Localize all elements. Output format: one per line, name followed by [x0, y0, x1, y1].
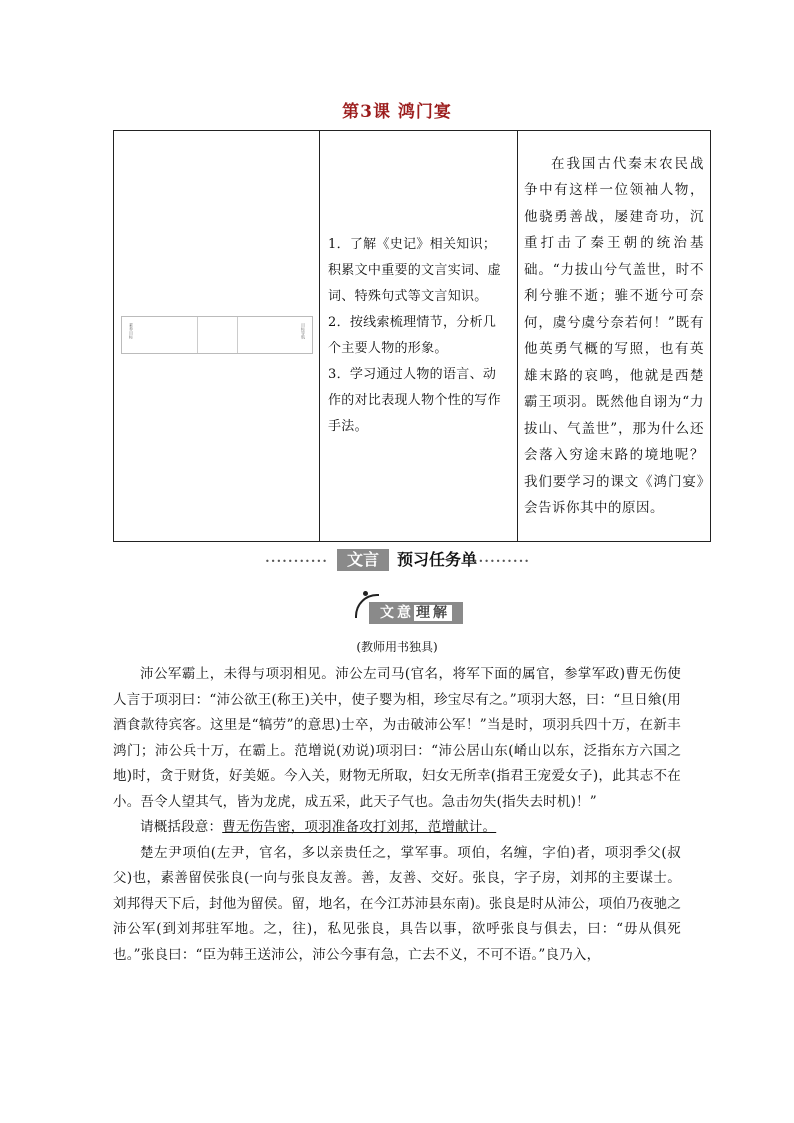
summary-answer: 曹无伤告密，项羽准备攻打刘邦，范增献计。	[222, 819, 497, 835]
badge-text-1: 文意	[380, 605, 414, 621]
intro-cell	[518, 131, 711, 542]
banner-tag: 文言	[337, 549, 389, 571]
section-banner	[265, 549, 530, 571]
paragraph-1: 沛公军霸上，未得与项羽相见。沛公左司马(官名，将军下面的属官，参掌军政)曹无伤使人言于项羽曰：“沛公欲王(称王)关中，使子婴为相，珍宝尽有之。”项羽大怒，曰：“旦日飨(用酒食款待宾客。这里是“犒劳”的意思)士卒，为击破沛公军！”当是时，项羽兵四十万，在新丰鸿门；沛公兵十万，在霸上。范增说(劝说)项羽曰：“沛公居山东(崤山以东，泛指东方六国之地)时，贪于财货，好美姬。今入关，财物无所取，妇女无所幸(指君王宠爱女子)，此其志不在小。吾令人望其气，皆为龙虎，成五采，此天子气也。急击勿失(指失去时机)！”	[113, 666, 681, 810]
text-body	[113, 662, 681, 968]
lesson-title: 第3课 鸿门宴	[342, 102, 452, 122]
thumbnail-cell	[114, 131, 320, 542]
badge-box	[369, 602, 463, 624]
goal-item: 3．学习通过人物的语言、动作的对比表现人物个性的写作手法。	[328, 367, 501, 434]
intro-paragraph: 在我国古代秦末农民战争中有这样一位领袖人物，他骁勇善战，屡建奇功，沉重打击了秦王朝的统治基础。“力拔山兮气盖世，时不利兮骓不逝；骓不逝兮可奈何，虞兮虞兮奈若何！”既有他英勇气概的写照，也有英雄末路的哀鸣，他就是西楚霸王项羽。既然他自诩为“力拔山、气盖世”，那为什么还会落入穷途末路的境地呢？我们要学习的课文《鸿门宴》会告诉你其中的原因。	[524, 155, 704, 516]
teacher-note: (教师用书独具)	[356, 640, 438, 654]
mini-divider	[197, 317, 198, 353]
banner-label: 预习任务单	[397, 550, 478, 569]
goal-item: 1．了解《史记》相关知识；积累文中重要的文言实词、虚词、特殊句式等文言知识。	[328, 237, 501, 304]
subsection-badge	[355, 594, 465, 628]
mini-table-thumbnail	[121, 316, 313, 354]
mini-right-text: 目标导航	[301, 323, 306, 339]
banner-dots-left: •••••••••••	[265, 557, 328, 566]
intro-table	[113, 130, 711, 542]
goal-item: 2．按线索梳理情节，分析几个主要人物的形象。	[328, 315, 497, 356]
badge-dot-icon	[363, 591, 368, 596]
summary-prompt: 请概括段意：	[140, 819, 223, 835]
banner-dots-right: •••••••••••	[467, 557, 530, 566]
badge-text-2: 理解	[416, 605, 450, 621]
summary-line	[113, 815, 681, 841]
paragraph-2: 楚左尹项伯(左尹，官名，多以亲贵任之，掌军事。项伯，名缠，字伯)者，项羽季父(叔父)也，素善留侯张良(一向与张良友善。善，友善、交好。张良，字子房，刘邦的主要谋士。刘邦得天下后，封他为留侯。留，地名，在今江苏沛县东南)。张良是时从沛公，项伯乃夜驰之沛公军(到刘邦驻军地。之，往)，私见张良，具告以事，欲呼张良与俱去，曰：“毋从俱死也。”张良曰：“臣为韩王送沛公，沛公今事有急，亡去不义，不可不语。”良乃入，	[113, 844, 681, 963]
mini-divider	[237, 317, 238, 353]
mini-left-text: 素养目标	[129, 323, 134, 339]
goals-cell	[320, 131, 518, 542]
